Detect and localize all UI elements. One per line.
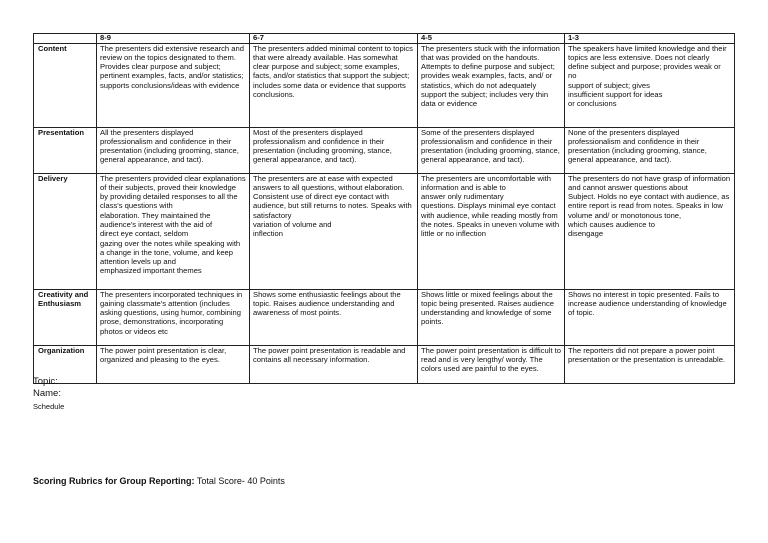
footer-title: Scoring Rubrics for Group Reporting: [33,476,195,486]
row-label-presentation: Presentation [34,127,97,173]
cell-delivery-8-9: The presenters provided clear explanations of their subjects, proved their knowledge by providing detailed responses to all the class's questions with elaboration. They maintained the audience's interest with the aid of direct eye contact, seldom gazing over the notes while speaking with a change in the tone, volume, and keep attention levels up and emphasized important themes [97,173,250,289]
footer-caption [33,476,285,486]
topic-label: Topic: [33,376,58,387]
cell-delivery-4-5: The presenters are uncomfortable with information and is able to answer only rudimentary questions. Displays minimal eye contact with audience, while reading mostly from the notes. Speaks in uneven volume with little or no inflection [418,173,565,289]
cell-content-8-9: The presenters did extensive research and review on the topics designated to them. Provides clear purpose and subject; pertinent examples, facts, and/or statistics; supports conclusions/ideas with evidence [97,43,250,127]
cell-presentation-8-9: All the presenters displayed professionalism and confidence in their presentation (including grooming, stance, general appearance, and tact). [97,127,250,173]
header-score-8-9: 8-9 [97,34,250,44]
cell-presentation-4-5: Some of the presenters displayed professionalism and confidence in their presentation (including grooming, stance, general appearance, and tact). [418,127,565,173]
row-label-organization: Organization [34,345,97,383]
rubric-table [33,33,735,384]
row-label-creativity: Creativity and Enthusiasm [34,289,97,345]
cell-creativity-8-9: The presenters incorporated techniques in gaining classmate's attention (includes asking questions, using humor, combining prose, demonstrations, incorporating photos or videos etc [97,289,250,345]
cell-creativity-6-7: Shows some enthusiastic feelings about the topic. Raises audience understanding and awareness of most points. [250,289,418,345]
rubric-row-creativity [34,289,735,345]
cell-creativity-4-5: Shows little or mixed feelings about the topic being presented. Raises audience understanding and knowledge of some points. [418,289,565,345]
rubric-row-organization [34,345,735,383]
footer-score: Total Score- 40 Points [194,476,285,486]
cell-presentation-1-3: None of the presenters displayed professionalism and confidence in their presentation (including grooming, stance, general appearance, and tact). [565,127,735,173]
cell-content-6-7: The presenters added minimal content to topics that were already available. Has somewhat clear purpose and subject; some examples, facts, and/or statistics that support the subject; includes some data or evidence that supports conclusions. [250,43,418,127]
name-label: Name: [33,388,61,399]
cell-content-4-5: The presenters stuck with the information that was provided on the handouts. Attempts to define purpose and subject; provides weak examples, facts, and/ or statistics, which do not adequately support the subject; includes very thin data or evidence [418,43,565,127]
cell-organization-8-9: The power point presentation is clear, organized and pleasing to the eyes. [97,345,250,383]
header-corner [34,34,97,44]
cell-organization-4-5: The power point presentation is difficult to read and is very lengthy/ wordy. The colors used are painful to the eyes. [418,345,565,383]
cell-delivery-1-3: The presenters do not have grasp of information and cannot answer questions about Subject. Holds no eye contact with audience, as entire report is read from notes. Speaks in low volume and/ or monotonous tone, which causes audience to disengage [565,173,735,289]
cell-creativity-1-3: Shows no interest in topic presented. Fails to increase audience understanding of knowledge of topic. [565,289,735,345]
rubric-row-content [34,43,735,127]
row-label-delivery: Delivery [34,173,97,289]
header-score-1-3: 1-3 [565,34,735,44]
header-score-6-7: 6-7 [250,34,418,44]
header-score-4-5: 4-5 [418,34,565,44]
cell-presentation-6-7: Most of the presenters displayed professionalism and confidence in their presentation (including grooming, stance, general appearance, and tact). [250,127,418,173]
rubric-row-delivery [34,173,735,289]
row-label-content: Content [34,43,97,127]
rubric-header-row [34,34,735,44]
schedule-label: Schedule [33,402,65,411]
cell-content-1-3: The speakers have limited knowledge and their topics are less extensive. Does not clearly define subject and purpose; provides weak or no support of subject; gives insufficient support for ideas or conclusions [565,43,735,127]
cell-delivery-6-7: The presenters are at ease with expected answers to all questions, without elaboration. Consistent use of direct eye contact with audience, but still returns to notes. Speaks with satisfactory variation of volume and inflection [250,173,418,289]
cell-organization-6-7: The power point presentation is readable and contains all necessary information. [250,345,418,383]
rubric-row-presentation [34,127,735,173]
cell-organization-1-3: The reporters did not prepare a power point presentation or the presentation is unreadable. [565,345,735,383]
